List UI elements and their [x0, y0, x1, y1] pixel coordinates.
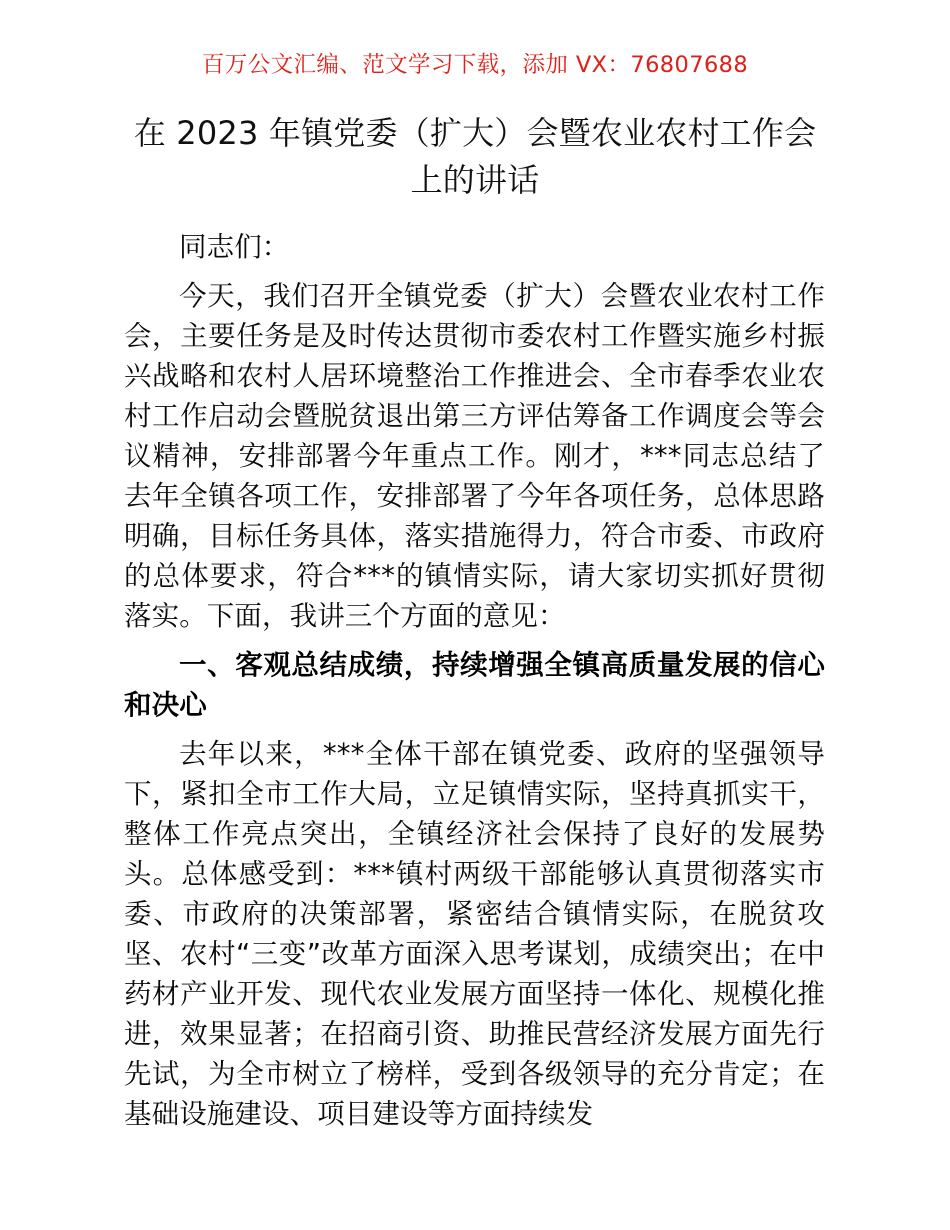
- promo-header-text: 百万公文汇编、范文学习下载，添加 VX：76807688: [201, 52, 749, 78]
- paragraph-section-one-body: 去年以来，***全体干部在镇党委、政府的坚强领导下，紧扣全市工作大局，立足镇情实际，坚持真抓实干，整体工作亮点突出，全镇经济社会保持了良好的发展势头。总体感受到：***镇村两级干部能够认真贯彻落实市委、市政府的决策部署，紧密结合镇情实际，在脱贫攻坚、农村“三变”改革方面深入思考谋划，成绩突出；在中药材产业开发、现代农业发展方面坚持一体化、规模化推进，效果显著；在招商引资、助推民营经济发展方面先行先试，为全市树立了榜样，受到各级领导的充分肯定；在基础设施建设、项目建设等方面持续发: [124, 737, 825, 1130]
- paragraph-section-one-heading: 一、客观总结成绩，持续增强全镇高质量发展的信心和决心: [124, 648, 825, 721]
- paragraph-opening: 今天，我们召开全镇党委（扩大）会暨农业农村工作会，主要任务是及时传达贯彻市委农村工作暨实施乡村振兴战略和农村人居环境整治工作推进会、全市春季农业农村工作启动会暨脱贫退出第三方评估筹备工作调度会等会议精神，安排部署今年重点工作。刚才，***同志总结了去年全镇各项工作，安排部署了今年各项任务，总体思路明确，目标任务具体，落实措施得力，符合市委、市政府的总体要求，符合***的镇情实际，请大家切实抓好贯彻落实。下面，我讲三个方面的意见：: [124, 279, 825, 632]
- document-title: 在 2023 年镇党委（扩大）会暨农业农村工作会上的讲话: [133, 113, 817, 199]
- document-body: [0, 227, 950, 1134]
- paragraph-salutation: 同志们：: [179, 230, 290, 263]
- promo-header-banner: [0, 0, 950, 77]
